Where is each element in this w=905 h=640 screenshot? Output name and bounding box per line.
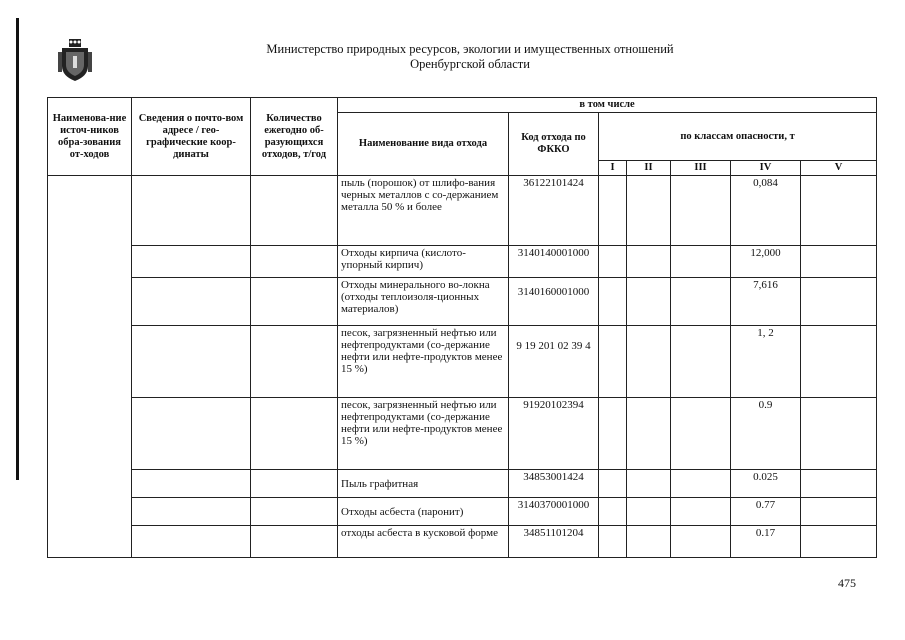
waste-code: 91920102394: [509, 398, 599, 470]
table-row: [48, 326, 877, 398]
header-waste-name: Наименование вида отхода: [338, 113, 509, 176]
header-source: Наименова-ние источ-ников обра-зования от-ходов: [48, 98, 132, 176]
class-iv-value: 1, 2: [731, 326, 801, 398]
waste-code: 9 19 201 02 39 4: [509, 326, 599, 398]
table-row: [48, 278, 877, 326]
header-hazard-classes: по классам опасности, т: [599, 113, 877, 161]
table-row: [48, 176, 877, 246]
class-iv-value: 0.9: [731, 398, 801, 470]
table-row: [48, 246, 877, 278]
header-class-iii: III: [671, 161, 731, 176]
waste-name: Пыль графитная: [338, 470, 509, 498]
waste-name: песок, загрязненный нефтью или нефтепродуктами (со-держание нефти или нефте-продуктов менее 15 %): [338, 398, 509, 470]
document-header: [160, 42, 780, 72]
class-iv-value: 0.025: [731, 470, 801, 498]
header-ministry: Министерство природных ресурсов, экологии и имущественных отношений: [266, 42, 674, 56]
waste-code: 34853001424: [509, 470, 599, 498]
waste-code: 3140370001000: [509, 498, 599, 526]
table-row: [48, 470, 877, 498]
header-class-v: V: [801, 161, 877, 176]
header-region: Оренбургской области: [410, 57, 530, 71]
table-row: [48, 498, 877, 526]
class-iv-value: 0.77: [731, 498, 801, 526]
margin-bar: [16, 18, 19, 480]
class-iv-value: 0,084: [731, 176, 801, 246]
header-quantity: Количество ежегодно об-разующихся отходов, т/год: [251, 98, 338, 176]
class-iv-value: 0.17: [731, 526, 801, 558]
source-cell: [48, 176, 132, 558]
header-class-ii: II: [627, 161, 671, 176]
oblast-emblem-icon: [56, 38, 94, 82]
waste-name: песок, загрязненный нефтью или нефтепродуктами (со-держание нефти или нефте-продуктов менее 15 %): [338, 326, 509, 398]
waste-code: 3140140001000: [509, 246, 599, 278]
header-address: Сведения о почто-вом адресе / гео-графические коор-динаты: [132, 98, 251, 176]
page-number: 475: [838, 576, 856, 590]
waste-name: Отходы асбеста (паронит): [338, 498, 509, 526]
header-including: в том числе: [338, 98, 877, 113]
waste-name: Отходы минерального во-локна (отходы теплоизоля-ционных материалов): [338, 278, 509, 326]
waste-name: отходы асбеста в кусковой форме: [338, 526, 509, 558]
waste-name: Отходы кирпича (кислото-упорный кирпич): [338, 246, 509, 278]
header-code: Код отхода по ФККО: [509, 113, 599, 176]
header-class-i: I: [599, 161, 627, 176]
waste-code: 34851101204: [509, 526, 599, 558]
class-iv-value: 7,616: [731, 278, 801, 326]
class-iv-value: 12,000: [731, 246, 801, 278]
table-row: [48, 398, 877, 470]
waste-table: [47, 97, 877, 558]
waste-name: пыль (порошок) от шлифо-вания черных металлов с со-держанием металла 50 % и более: [338, 176, 509, 246]
table-row: [48, 526, 877, 558]
header-class-iv: IV: [731, 161, 801, 176]
waste-code: 36122101424: [509, 176, 599, 246]
waste-code: 3140160001000: [509, 278, 599, 326]
